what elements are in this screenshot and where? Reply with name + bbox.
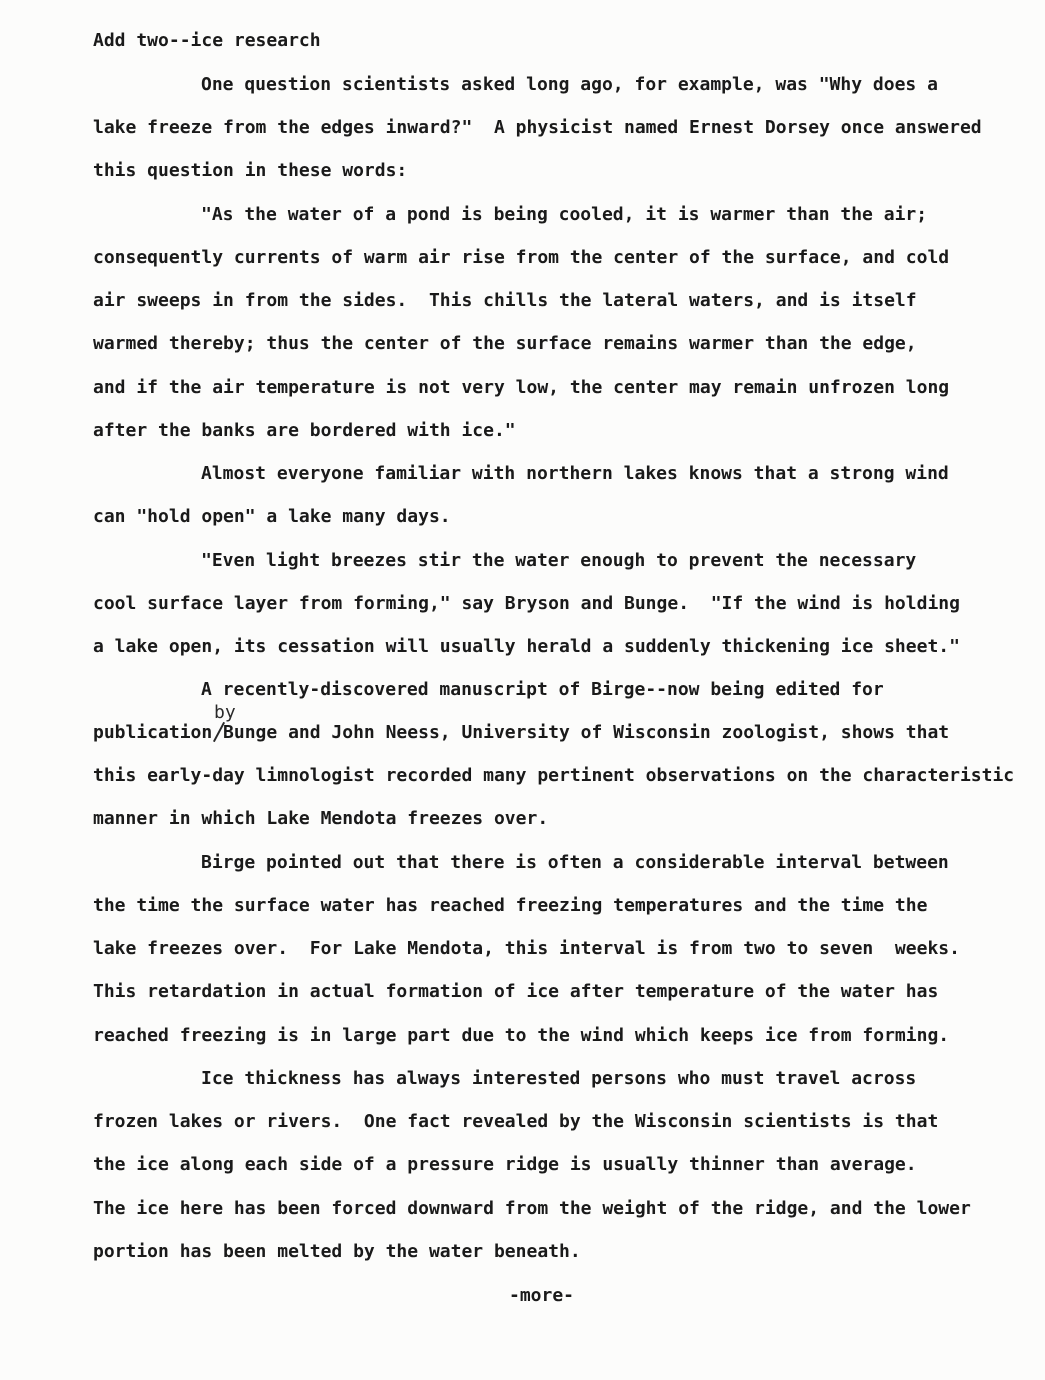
text-line: reached freezing is in large part due to the wind which keeps ice from forming.	[93, 1025, 950, 1046]
text-line: air sweeps in from the sides. This chills the lateral waters, and is itself	[93, 290, 917, 311]
text-line: manner in which Lake Mendota freezes over.	[93, 808, 549, 829]
text-line: Birge pointed out that there is often a considerable interval between	[201, 852, 949, 873]
text-line: "Even light breezes stir the water enough to prevent the necessary	[201, 550, 917, 571]
text-line: publication Bunge and John Neess, University of Wisconsin zoologist, shows that	[93, 722, 950, 743]
text-line: lake freezes over. For Lake Mendota, this interval is from two to seven weeks.	[93, 938, 960, 959]
page-header: Add two--ice research	[93, 30, 321, 51]
text-line: portion has been melted by the water beneath.	[93, 1241, 581, 1262]
text-line: One question scientists asked long ago, for example, was "Why does a	[201, 74, 938, 95]
text-line: "As the water of a pond is being cooled, it is warmer than the air;	[201, 204, 928, 225]
text-line: consequently currents of warm air rise from the center of the surface, and cold	[93, 247, 950, 268]
text-line: and if the air temperature is not very low, the center may remain unfrozen long	[93, 377, 950, 398]
text-line: after the banks are bordered with ice."	[93, 420, 516, 441]
text-line: lake freeze from the edges inward?" A physicist named Ernest Dorsey once answered	[93, 117, 982, 138]
text-line: can "hold open" a lake many days.	[93, 506, 451, 527]
text-line: this early-day limnologist recorded many pertinent observations on the characteristic	[93, 765, 1015, 786]
text-line: a lake open, its cessation will usually herald a suddenly thickening ice sheet."	[93, 636, 960, 657]
text-line: This retardation in actual formation of ice after temperature of the water has	[93, 981, 939, 1002]
handwritten-insert: by	[214, 702, 236, 723]
text-line: Almost everyone familiar with northern lakes knows that a strong wind	[201, 463, 949, 484]
text-line: cool surface layer from forming," say Bryson and Bunge. "If the wind is holding	[93, 593, 960, 614]
text-line: the ice along each side of a pressure ridge is usually thinner than average.	[93, 1154, 917, 1175]
text-line: warmed thereby; thus the center of the surface remains warmer than the edge,	[93, 333, 917, 354]
page-footer: -more-	[509, 1285, 575, 1306]
text-line: A recently-discovered manuscript of Birge--now being edited for	[201, 679, 884, 700]
text-line: Ice thickness has always interested persons who must travel across	[201, 1068, 917, 1089]
text-line: the time the surface water has reached freezing temperatures and the time the	[93, 895, 928, 916]
text-line: The ice here has been forced downward from the weight of the ridge, and the lower	[93, 1198, 971, 1219]
text-line: this question in these words:	[93, 160, 408, 181]
text-line: frozen lakes or rivers. One fact revealed by the Wisconsin scientists is that	[93, 1111, 939, 1132]
